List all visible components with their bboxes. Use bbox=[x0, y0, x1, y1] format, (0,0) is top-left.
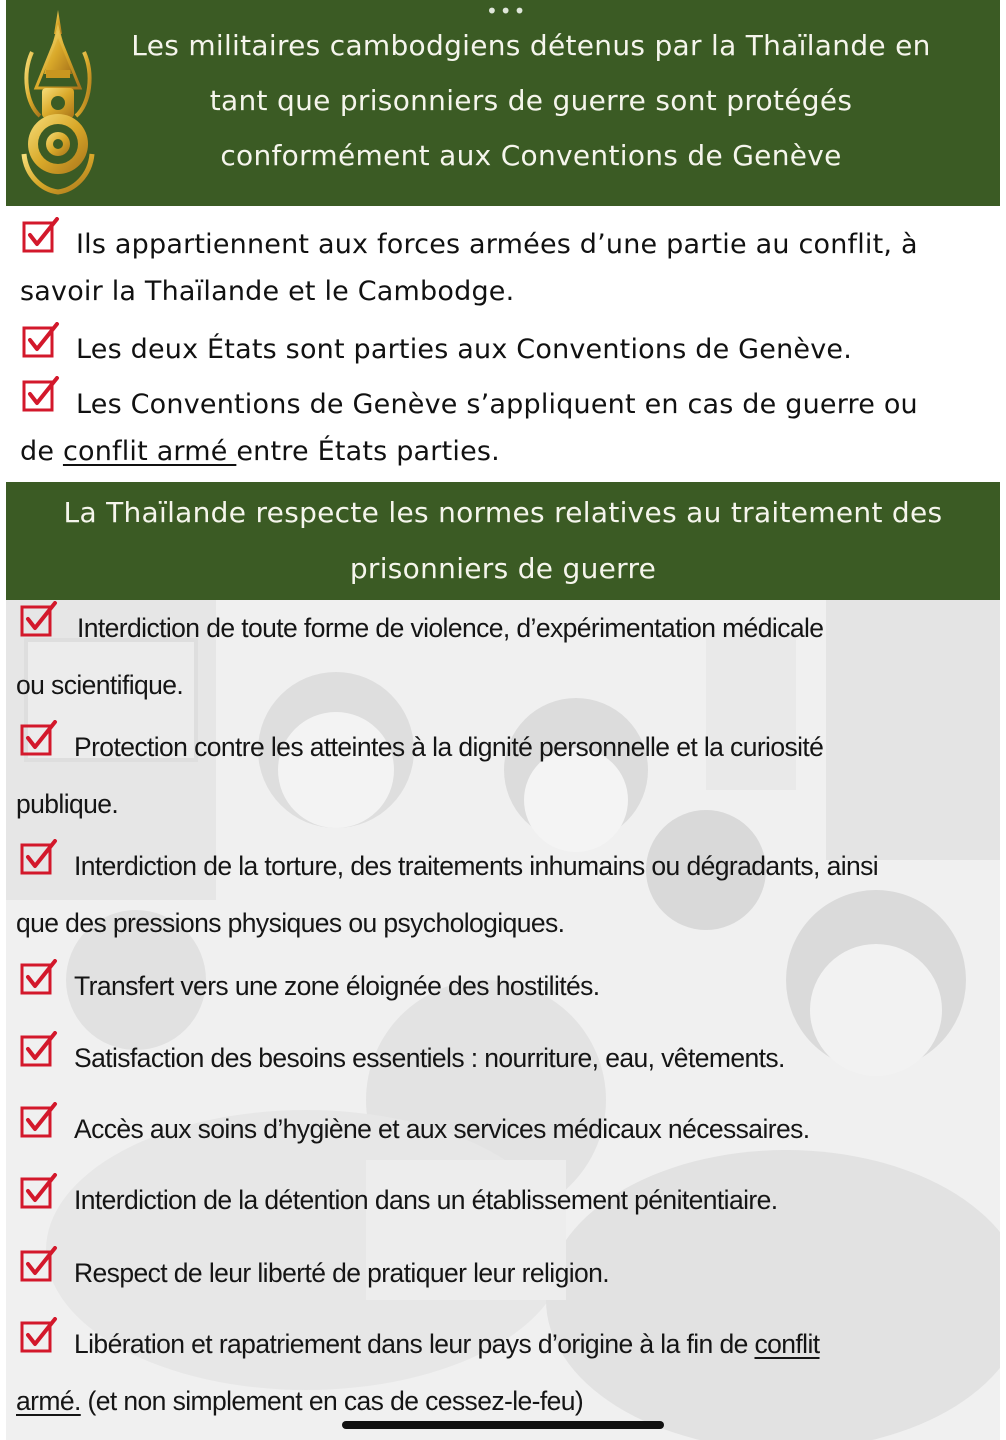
checked-checkbox-icon bbox=[20, 1173, 56, 1209]
item-line: savoir la Thaïlande et le Cambodge. bbox=[20, 276, 515, 307]
banner-line: La Thaïlande respecte les normes relatives au traitement des bbox=[63, 496, 943, 529]
checked-checkbox-icon bbox=[20, 1102, 56, 1138]
home-indicator[interactable] bbox=[342, 1421, 664, 1429]
royal-thai-army-emblem-icon bbox=[16, 4, 100, 196]
list-item bbox=[20, 381, 990, 475]
checked-checkbox-icon bbox=[20, 959, 56, 995]
list-item bbox=[16, 600, 996, 714]
section-banner bbox=[6, 482, 1000, 600]
list-item bbox=[20, 221, 990, 315]
more-dots-icon[interactable]: ••• bbox=[486, 0, 528, 23]
item-line bbox=[20, 428, 990, 475]
text-span: Libération et rapatriement dans leur pays d’origine à la fin de bbox=[74, 1329, 755, 1359]
item-line: Interdiction de la torture, des traitements inhumains ou dégradants, ainsi bbox=[74, 851, 879, 881]
text-span: de bbox=[20, 436, 63, 467]
title-line: tant que prisonniers de guerre sont protégés bbox=[209, 84, 853, 117]
list-item: Accès aux soins d’hygiène et aux services médicaux nécessaires. bbox=[74, 1114, 810, 1144]
underlined-term: armé. bbox=[16, 1386, 81, 1416]
title-line: conformément aux Conventions de Genève bbox=[220, 139, 842, 172]
list-item: Transfert vers une zone éloignée des hostilités. bbox=[74, 971, 600, 1001]
item-line: Ils appartiennent aux forces armées d’une partie au conflit, à bbox=[76, 229, 918, 260]
banner-title bbox=[36, 482, 970, 597]
item-line: Les Conventions de Genève s’appliquent en cas de guerre ou bbox=[76, 389, 918, 420]
item-line: publique. bbox=[16, 789, 119, 819]
item-line bbox=[16, 1316, 996, 1373]
underlined-term: conflit armé bbox=[62, 436, 237, 467]
checked-checkbox-icon bbox=[22, 322, 58, 358]
text-span: (et non simplement en cas de cessez-le-feu) bbox=[80, 1386, 584, 1416]
text-span: entre États parties. bbox=[236, 436, 500, 467]
page-title bbox=[106, 18, 956, 183]
list-item: Les deux États sont parties aux Conventions de Genève. bbox=[76, 334, 853, 365]
list-item: Satisfaction des besoins essentiels : nourriture, eau, vêtements. bbox=[74, 1043, 785, 1073]
header-banner bbox=[6, 0, 1000, 206]
list-item bbox=[16, 1316, 996, 1430]
item-line: Interdiction de toute forme de violence, d’expérimentation médicale bbox=[77, 613, 824, 643]
list-item: Interdiction de la détention dans un établissement pénitentiaire. bbox=[74, 1185, 778, 1215]
list-item bbox=[16, 838, 996, 952]
item-line: que des pressions physiques ou psychologiques. bbox=[16, 908, 565, 938]
checked-checkbox-icon bbox=[20, 1031, 56, 1067]
checked-checkbox-icon bbox=[20, 1246, 56, 1282]
list-item bbox=[16, 719, 996, 833]
underlined-term: conflit bbox=[754, 1329, 820, 1359]
item-line: ou scientifique. bbox=[16, 670, 184, 700]
title-line: Les militaires cambodgiens détenus par la Thaïlande en bbox=[131, 29, 931, 62]
banner-line: prisonniers de guerre bbox=[349, 552, 657, 585]
list-item: Respect de leur liberté de pratiquer leur religion. bbox=[74, 1258, 610, 1288]
item-line: Protection contre les atteintes à la dignité personnelle et la curiosité bbox=[74, 732, 824, 762]
